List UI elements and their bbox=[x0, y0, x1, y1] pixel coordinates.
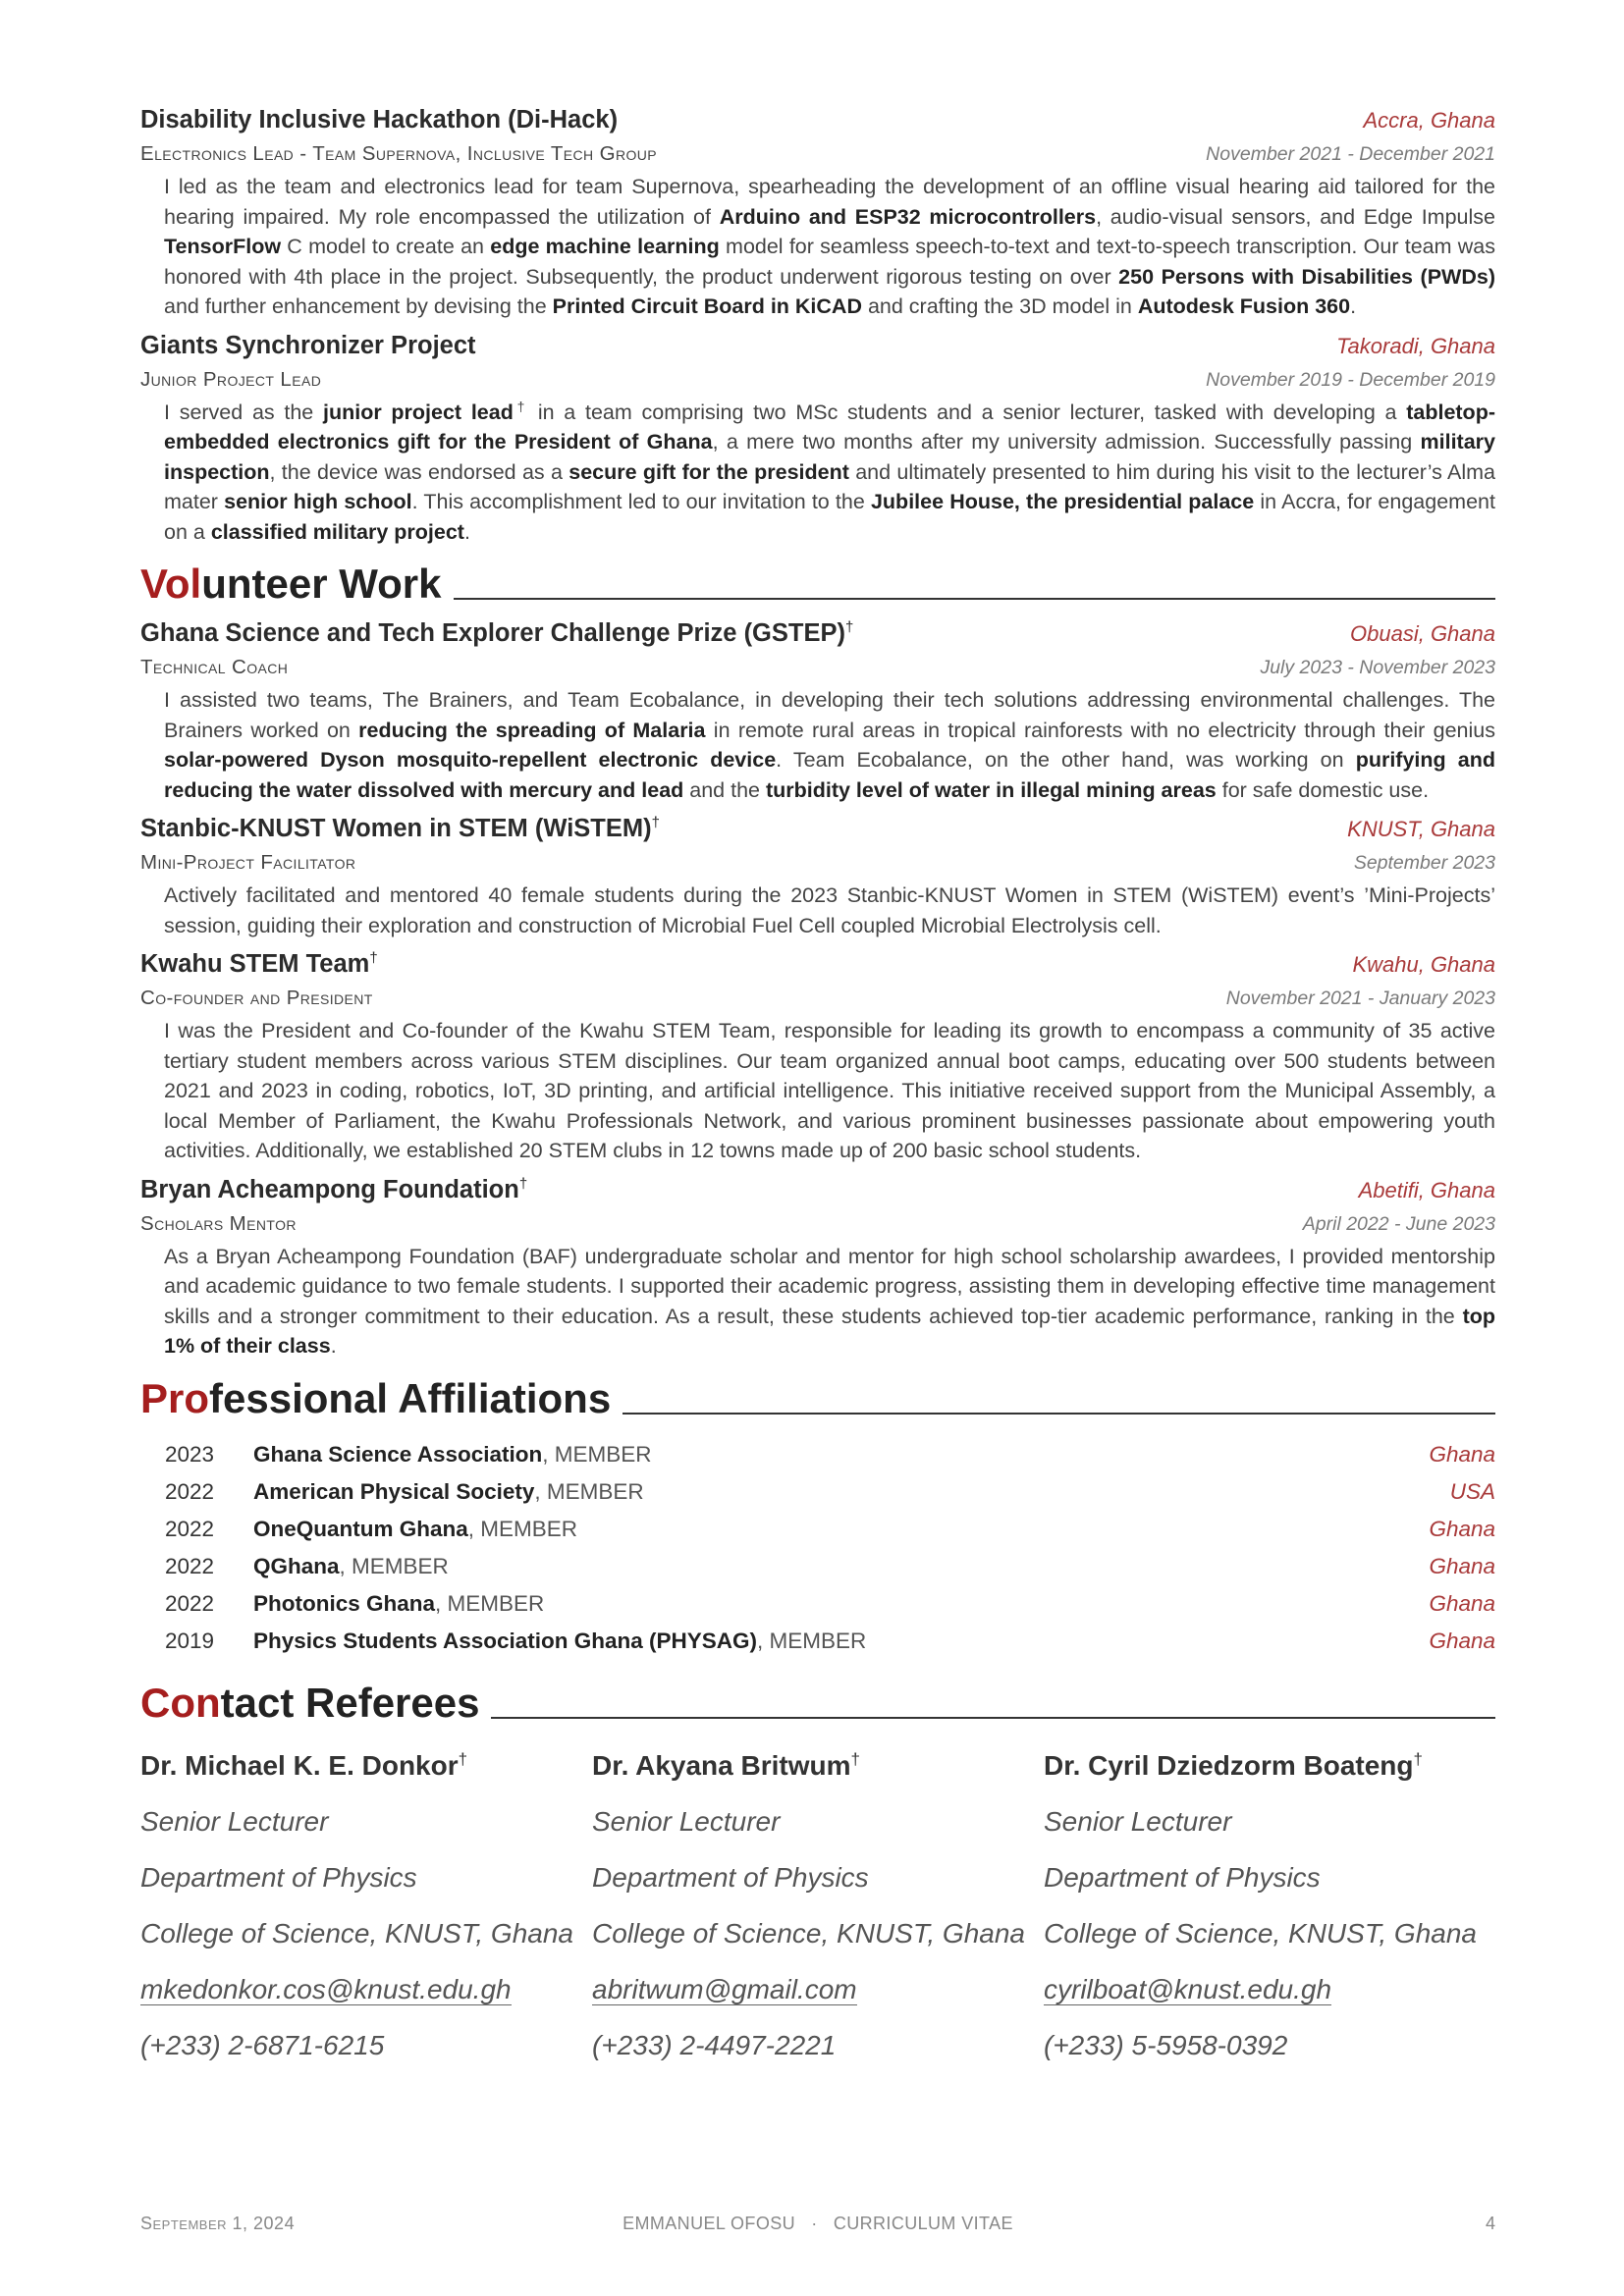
text-segment: and ultimately presented to him during his visit to the lecturer’s Alma mater bbox=[164, 459, 1495, 513]
affiliation-role: , MEMBER bbox=[467, 1516, 578, 1541]
entry-description bbox=[164, 398, 1495, 548]
bold-phrase: tabletop-embedded electronics gift for the President of Ghana bbox=[164, 400, 1495, 454]
entry-location: Abetifi, Ghana bbox=[1358, 1177, 1495, 1202]
affiliation-org: OneQuantum Ghana bbox=[253, 1516, 468, 1541]
affiliation-row bbox=[140, 1591, 1495, 1629]
affiliation-year: 2022 bbox=[164, 1516, 214, 1541]
bold-phrase: reducing the spreading of Malaria bbox=[358, 718, 706, 742]
text-segment: . bbox=[330, 1334, 337, 1358]
referee-email-link[interactable]: abritwum@gmail.com bbox=[592, 1973, 857, 2004]
text-segment: I led as the team and electronics lead for team Supernova, spearheading the development of an offline visual hearing aid tailored for the hearing impaired. My role encompassed the utilization of bbox=[164, 175, 1495, 229]
heading-accent: Pro bbox=[140, 1374, 210, 1421]
entry-location: Accra, Ghana bbox=[1363, 108, 1495, 133]
bold-phrase: purifying and reducing the water dissolved with mercury and lead bbox=[164, 748, 1495, 802]
entry-role: Mini-Project Facilitator bbox=[140, 851, 356, 874]
referee-email-link[interactable]: cyrilboat@knust.edu.gh bbox=[1044, 1973, 1332, 2004]
entry-dates: July 2023 - November 2023 bbox=[1260, 657, 1495, 678]
heading-accent: Vol bbox=[140, 561, 202, 607]
dagger-mark: † bbox=[518, 1175, 528, 1192]
text-segment: in Accra, for engagement on a bbox=[164, 490, 1495, 544]
referee-title: Senior Lecturer bbox=[1044, 1805, 1232, 1837]
affiliation-role: , MEMBER bbox=[757, 1628, 867, 1653]
referee-name: Dr. Cyril Dziedzorm Boateng bbox=[1044, 1749, 1414, 1781]
bold-phrase: edge machine learning bbox=[490, 235, 720, 258]
project-entry bbox=[140, 106, 1495, 322]
referee-phone: (+233) 2-4497-2221 bbox=[592, 2029, 837, 2060]
entry-location: Kwahu, Ghana bbox=[1352, 952, 1495, 977]
entry-description bbox=[164, 1242, 1495, 1362]
referee-phone: (+233) 5-5958-0392 bbox=[1044, 2029, 1288, 2060]
entry-role: Technical Coach bbox=[140, 656, 289, 678]
entry-title: Stanbic-KNUST Women in STEM (WiSTEM) bbox=[140, 815, 652, 842]
bold-phrase: turbidity level of water in illegal mining areas bbox=[765, 777, 1217, 802]
entry-dates: November 2021 - January 2023 bbox=[1225, 988, 1495, 1009]
entry-dates: September 2023 bbox=[1353, 852, 1495, 874]
footer-page-number: 4 bbox=[1485, 2214, 1495, 2233]
heading-text: unteer Work bbox=[201, 561, 442, 607]
project-entry bbox=[140, 332, 1495, 548]
bold-phrase: classified military project bbox=[210, 519, 464, 544]
bold-phrase: Autodesk Fusion 360 bbox=[1137, 294, 1351, 318]
volunteer-section bbox=[140, 619, 1495, 1362]
referees-heading bbox=[140, 1680, 1495, 1727]
projects-section bbox=[140, 106, 1495, 547]
referee-college: College of Science, KNUST, Ghana bbox=[592, 1917, 1025, 1949]
affiliation-org: American Physical Society bbox=[253, 1478, 535, 1504]
affiliation-role: , MEMBER bbox=[435, 1590, 545, 1616]
text-segment: , a mere two months after my university admission. Successfully passing bbox=[712, 430, 1421, 454]
footer-date: September 1, 2024 bbox=[140, 2214, 296, 2233]
affiliations-list bbox=[140, 1442, 1495, 1666]
affiliation-role: , MEMBER bbox=[542, 1441, 652, 1467]
volunteer-entry bbox=[140, 1176, 1495, 1362]
text-segment: , the device was endorsed as a bbox=[269, 459, 569, 484]
affiliation-org: QGhana bbox=[253, 1553, 340, 1578]
affiliation-location: Ghana bbox=[1429, 1516, 1495, 1541]
referee-department: Department of Physics bbox=[1044, 1861, 1321, 1893]
bold-phrase: TensorFlow bbox=[164, 235, 282, 258]
cv-page bbox=[140, 106, 1495, 2086]
affiliation-location: USA bbox=[1449, 1478, 1495, 1504]
affiliation-year: 2019 bbox=[164, 1628, 214, 1653]
entry-title: Bryan Acheampong Foundation bbox=[140, 1175, 519, 1203]
referee-name: Dr. Michael K. E. Donkor bbox=[140, 1749, 459, 1781]
text-segment: and the bbox=[683, 777, 766, 802]
affiliation-location: Ghana bbox=[1429, 1441, 1495, 1467]
text-segment: for safe domestic use. bbox=[1216, 777, 1430, 802]
affiliation-row bbox=[140, 1517, 1495, 1554]
referee-email-link[interactable]: mkedonkor.cos@knust.edu.gh bbox=[140, 1973, 512, 2004]
bold-phrase: Printed Circuit Board in KiCAD bbox=[552, 294, 862, 318]
heading-text: tact Referees bbox=[220, 1679, 480, 1726]
entry-description bbox=[164, 881, 1495, 940]
affiliation-year: 2023 bbox=[164, 1441, 214, 1467]
text-segment: . bbox=[1350, 294, 1357, 318]
dagger-mark: † bbox=[1413, 1749, 1423, 1769]
text-segment: in remote rural areas in tropical rainforests with no electricity through their genius bbox=[705, 718, 1495, 742]
entry-title: Disability Inclusive Hackathon (Di-Hack) bbox=[140, 106, 619, 133]
entry-dates: November 2021 - December 2021 bbox=[1206, 143, 1495, 165]
entry-description bbox=[164, 685, 1495, 805]
referee-title: Senior Lecturer bbox=[140, 1805, 329, 1837]
referees-list bbox=[140, 1750, 1495, 2086]
entry-role: Electronics Lead - Team Supernova, Inclusive Tech Group bbox=[140, 142, 658, 165]
affiliation-year: 2022 bbox=[164, 1478, 214, 1504]
heading-text: fessional Affiliations bbox=[209, 1374, 612, 1421]
text-segment: . This accomplishment led to our invitation to the bbox=[411, 490, 871, 513]
bold-phrase: Arduino and ESP32 microcontrollers bbox=[719, 204, 1097, 229]
entry-location: Takoradi, Ghana bbox=[1336, 333, 1495, 358]
entry-title: Ghana Science and Tech Explorer Challenge Prize (GSTEP) bbox=[140, 619, 845, 647]
referee-phone: (+233) 2-6871-6215 bbox=[140, 2029, 385, 2060]
bold-phrase: senior high school bbox=[224, 490, 412, 513]
dagger-mark: † bbox=[651, 814, 660, 831]
referee-card bbox=[1044, 1750, 1495, 2086]
bold-phrase: 250 Persons with Disabilities (PWDs) bbox=[1118, 264, 1495, 289]
bold-phrase: junior project lead bbox=[322, 400, 514, 424]
referee-department: Department of Physics bbox=[592, 1861, 869, 1893]
referee-department: Department of Physics bbox=[140, 1861, 417, 1893]
text-segment: As a Bryan Acheampong Foundation (BAF) undergraduate scholar and mentor for high school scholarship awardees, I provided mentorship and academic guidance to two female students. I supported their academic progress, assisting them in developing effective time management skills and a stronger commitment to their education. As a result, these students achieved top-tier academic performance, ranking in the bbox=[164, 1244, 1495, 1328]
entry-title: Giants Synchronizer Project bbox=[140, 331, 476, 359]
text-segment: C model to create an bbox=[281, 235, 491, 258]
bold-phrase: secure gift for the president bbox=[568, 459, 849, 484]
entry-title: Kwahu STEM Team bbox=[140, 950, 370, 978]
bold-phrase: top 1% of their class bbox=[164, 1304, 1495, 1358]
text-segment: . Team Ecobalance, on the other hand, was working on bbox=[776, 748, 1356, 772]
affiliation-location: Ghana bbox=[1429, 1590, 1495, 1616]
entry-role: Co-founder and President bbox=[140, 987, 373, 1009]
text-segment: and crafting the 3D model in bbox=[861, 294, 1138, 318]
affiliation-org: Physics Students Association Ghana (PHYSAG) bbox=[253, 1628, 758, 1653]
entry-role: Junior Project Lead bbox=[140, 367, 322, 391]
volunteer-heading bbox=[140, 561, 1495, 608]
referee-card bbox=[140, 1750, 592, 2086]
text-segment: model for seamless speech-to-text and text-to-speech transcription. Our team was honored with 4th place in the project. Subsequently, the product underwent rigorous testing on over bbox=[164, 235, 1496, 289]
affiliation-org: Photonics Ghana bbox=[253, 1590, 436, 1616]
text-segment: and further enhancement by devising the bbox=[164, 294, 553, 318]
heading-accent: Con bbox=[140, 1679, 221, 1726]
affiliation-row bbox=[140, 1554, 1495, 1591]
referee-name: Dr. Akyana Britwum bbox=[592, 1749, 851, 1781]
text-segment: I assisted two teams, The Brainers, and Team Ecobalance, in developing their tech solutions addressing environmental challenges. The Brainers worked on bbox=[164, 688, 1495, 742]
text-segment: I was the President and Co-founder of the Kwahu STEM Team, responsible for leading its growth to encompass a community of 35 active tertiary student members across various STEM disciplines. Our team organized annual boot camps, educating over 500 students between 2021 and 2023 in coding, robotics, IoT, 3D printing, and artificial intelligence. This initiative received support from the Municipal Assembly, a local Member of Parliament, the Kwahu Professionals Network, and various prominent businesses passionate about empowering youth activities. Additionally, we established 20 STEM clubs in 12 towns made up of 200 basic school students. bbox=[164, 1019, 1495, 1162]
referee-card bbox=[592, 1750, 1044, 2086]
dagger-mark: † bbox=[513, 398, 529, 414]
affiliation-role: , MEMBER bbox=[339, 1553, 449, 1578]
text-segment: Actively facilitated and mentored 40 female students during the 2023 Stanbic-KNUST Women in STEM (WiSTEM) event’s ’Mini-Projects’ session, guiding their exploration and construction of Microbial Fuel Cell coupled Microbial Electrolysis cell. bbox=[164, 883, 1495, 937]
text-segment: . bbox=[463, 519, 470, 544]
bold-phrase: military inspection bbox=[164, 430, 1495, 484]
entry-role: Scholars Mentor bbox=[140, 1211, 297, 1235]
affiliation-role: , MEMBER bbox=[534, 1478, 644, 1504]
volunteer-entry bbox=[140, 815, 1495, 940]
dagger-mark: † bbox=[844, 618, 854, 636]
entry-location: Obuasi, Ghana bbox=[1350, 621, 1495, 646]
bold-phrase: Jubilee House, the presidential palace bbox=[870, 490, 1255, 513]
text-segment: in a team comprising two MSc students and a senior lecturer, tasked with developing a bbox=[528, 400, 1407, 424]
heading-rule bbox=[454, 598, 1495, 600]
dagger-mark: † bbox=[850, 1749, 860, 1769]
dagger-mark: † bbox=[369, 949, 378, 967]
affiliation-location: Ghana bbox=[1429, 1553, 1495, 1578]
affiliation-row bbox=[140, 1479, 1495, 1517]
entry-dates: November 2019 - December 2019 bbox=[1206, 368, 1495, 391]
heading-rule bbox=[491, 1717, 1495, 1719]
affiliation-row bbox=[140, 1442, 1495, 1479]
referee-title: Senior Lecturer bbox=[592, 1805, 781, 1837]
affiliation-org: Ghana Science Association bbox=[253, 1441, 543, 1467]
footer-title: EMMANUEL OFOSU · CURRICULUM VITAE bbox=[623, 2214, 1013, 2233]
affiliation-location: Ghana bbox=[1429, 1628, 1495, 1653]
entry-description bbox=[164, 172, 1495, 322]
referee-college: College of Science, KNUST, Ghana bbox=[1044, 1917, 1477, 1949]
volunteer-entry bbox=[140, 619, 1495, 805]
heading-rule bbox=[623, 1413, 1495, 1415]
affiliation-year: 2022 bbox=[164, 1590, 214, 1616]
entry-dates: April 2022 - June 2023 bbox=[1302, 1212, 1495, 1235]
bold-phrase: solar-powered Dyson mosquito-repellent electronic device bbox=[164, 748, 777, 772]
dagger-mark: † bbox=[458, 1749, 468, 1769]
referee-college: College of Science, KNUST, Ghana bbox=[140, 1917, 573, 1949]
entry-description bbox=[164, 1016, 1495, 1166]
text-segment: I served as the bbox=[164, 400, 323, 424]
affiliations-heading bbox=[140, 1375, 1495, 1422]
affiliation-row bbox=[140, 1629, 1495, 1666]
text-segment: , audio-visual sensors, and Edge Impulse bbox=[1096, 204, 1495, 229]
affiliation-year: 2022 bbox=[164, 1553, 214, 1578]
entry-location: KNUST, Ghana bbox=[1347, 817, 1495, 841]
volunteer-entry bbox=[140, 950, 1495, 1166]
